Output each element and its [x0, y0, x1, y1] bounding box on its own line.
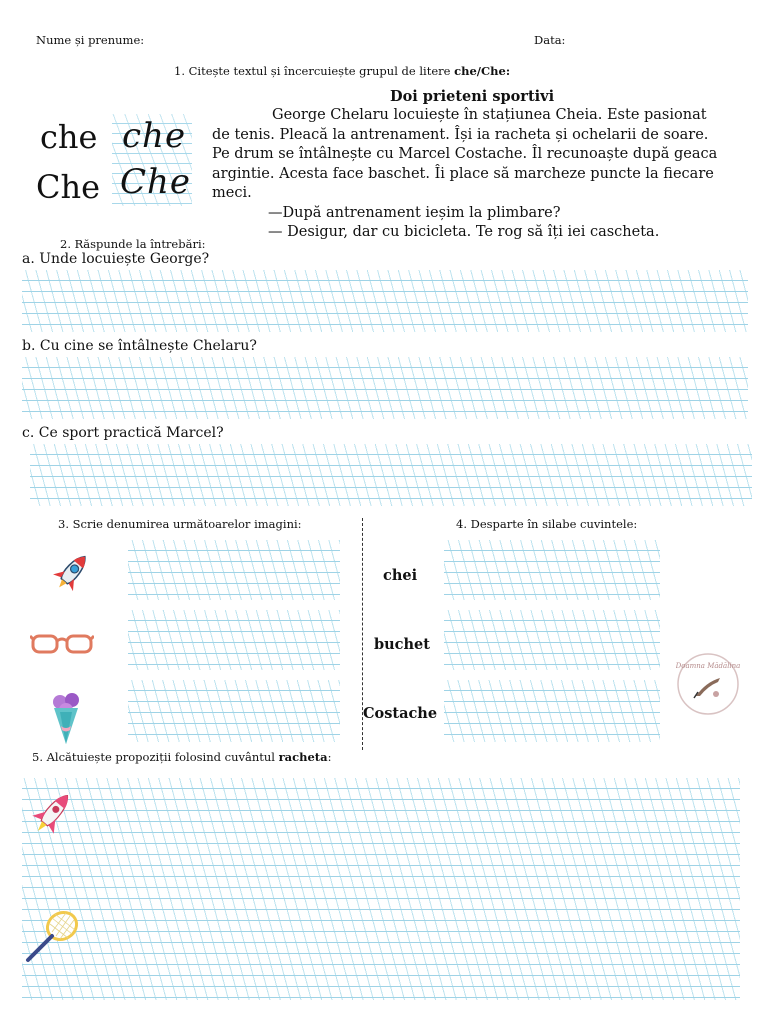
rocket-small-icon: [26, 786, 78, 842]
story-line: argintie. Acesta face baschet. Îi place să marcheze puncte la fiecare: [212, 165, 714, 182]
syllable-lines-1[interactable]: [444, 540, 660, 600]
task4-instruction: 4. Desparte în silabe cuvintele:: [456, 517, 638, 531]
cursive-box: [112, 114, 192, 206]
task1-instruction-bold: che/Che:: [454, 64, 511, 78]
image-answer-lines-1[interactable]: [128, 540, 340, 600]
glasses-icon: [30, 630, 94, 658]
svg-text:Doamna Mădălina: Doamna Mădălina: [676, 662, 740, 670]
story-title: Doi prieteni sportivi: [390, 88, 555, 105]
dialogue-line: — Desigur, dar cu bicicleta. Te rog să îți iei cascheta.: [268, 224, 660, 240]
story-line: George Chelaru locuiește în stațiunea Cheia. Este pasionat: [272, 107, 707, 123]
cursive-che-upper: Che: [120, 162, 192, 202]
answer-lines-a[interactable]: [22, 270, 748, 332]
question-a: a. Unde locuiește George?: [22, 251, 210, 267]
word-costache: Costache: [363, 705, 438, 722]
story-line: de tenis. Pleacă la antrenament. Își ia racheta și ochelarii de soare.: [212, 126, 709, 143]
story-line: meci.: [212, 185, 252, 201]
image-answer-lines-3[interactable]: [128, 680, 340, 742]
answer-lines-b[interactable]: [22, 357, 748, 419]
word-buchet: buchet: [374, 636, 430, 653]
word-chei: chei: [383, 567, 418, 584]
task2-instruction: 2. Răspunde la întrebări:: [60, 237, 206, 251]
syllable-lines-3[interactable]: [444, 680, 660, 742]
date-label: Data:: [534, 33, 566, 47]
question-c: c. Ce sport practică Marcel?: [22, 425, 224, 441]
task1-instruction: [174, 64, 510, 78]
sentence-writing-lines[interactable]: [22, 778, 740, 1000]
rocket-icon: [48, 548, 96, 596]
print-che-lower: che: [40, 118, 98, 156]
task5-instruction-end: :: [327, 750, 332, 764]
story-line: Pe drum se întâlnește cu Marcel Costache. Îl recunoaște după geaca: [212, 146, 718, 162]
task1-instruction-text: 1. Citește textul și încercuiește grupul de litere: [174, 64, 455, 78]
image-answer-lines-2[interactable]: [128, 610, 340, 670]
bouquet-icon: [46, 690, 86, 746]
cursive-che-lower: che: [122, 116, 187, 156]
syllable-lines-2[interactable]: [444, 610, 660, 670]
task5-instruction-bold: racheta: [278, 750, 328, 764]
task5-instruction: [32, 750, 331, 764]
answer-lines-c[interactable]: [30, 444, 752, 506]
task3-instruction: 3. Scrie denumirea următoarelor imagini:: [58, 517, 302, 531]
name-label: Nume și prenume:: [36, 33, 145, 47]
question-b: b. Cu cine se întâlnește Chelaru?: [22, 338, 257, 354]
story-text: [212, 106, 752, 243]
dialogue-line: —După antrenament ieșim la plimbare?: [268, 204, 561, 221]
print-che-upper: Che: [36, 168, 101, 206]
task5-instruction-text: 5. Alcătuiește propoziții folosind cuvântul: [32, 750, 279, 764]
tennis-racket-icon: [22, 906, 84, 966]
stamp-logo: [676, 652, 740, 716]
